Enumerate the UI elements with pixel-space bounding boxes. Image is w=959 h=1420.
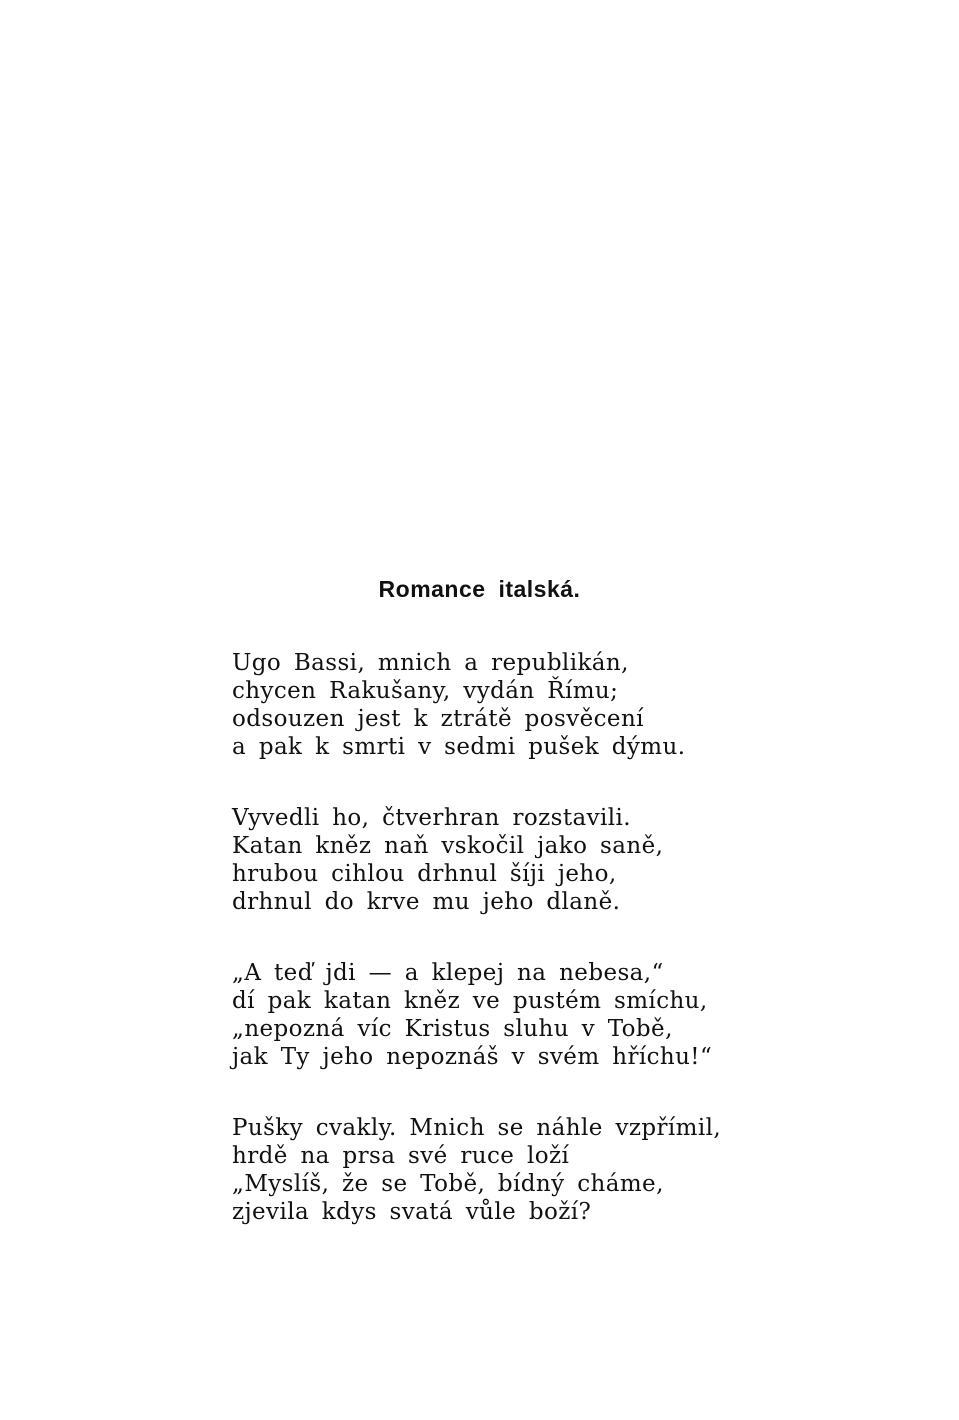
stanza-2 [232,804,872,916]
verse-line: Ugo Bassi, mnich a republikán, [232,650,629,676]
verse-line: hrubou cihlou drhnul šíji jeho, [232,861,617,887]
verse-line: chycen Rakušany, vydán Římu; [232,678,619,704]
verse-line: drhnul do krve mu jeho dlaně. [232,889,621,915]
verse-line: Katan kněz naň vskočil jako saně, [232,833,664,859]
stanza-4 [232,1114,872,1226]
verse-line: jak Ty jeho nepoznáš v svém hříchu!“ [232,1044,713,1070]
verse-line: zjevila kdys svatá vůle boží? [232,1199,592,1225]
poem-body [232,649,872,1269]
verse-line: a pak k smrti v sedmi pušek dýmu. [232,734,686,760]
verse-line: „Myslíš, že se Tobě, bídný cháme, [232,1171,664,1197]
verse-line: Vyvedli ho, čtverhran rozstavili. [232,805,631,831]
verse-line: hrdě na prsa své ruce loží [232,1143,570,1169]
verse-line: „A teď jdi — a klepej na nebesa,“ [232,960,664,986]
verse-line: dí pak katan kněz ve pustém smíchu, [232,988,708,1014]
verse-line: odsouzen jest k ztrátě posvěcení [232,706,644,732]
verse-line: Pušky cvakly. Mnich se náhle vzpřímil, [232,1115,722,1141]
poem-title: Romance italská. [378,576,581,602]
stanza-3 [232,959,872,1071]
verse-line: „nepozná víc Kristus sluhu v Tobě, [232,1016,673,1042]
stanza-1 [232,649,872,761]
